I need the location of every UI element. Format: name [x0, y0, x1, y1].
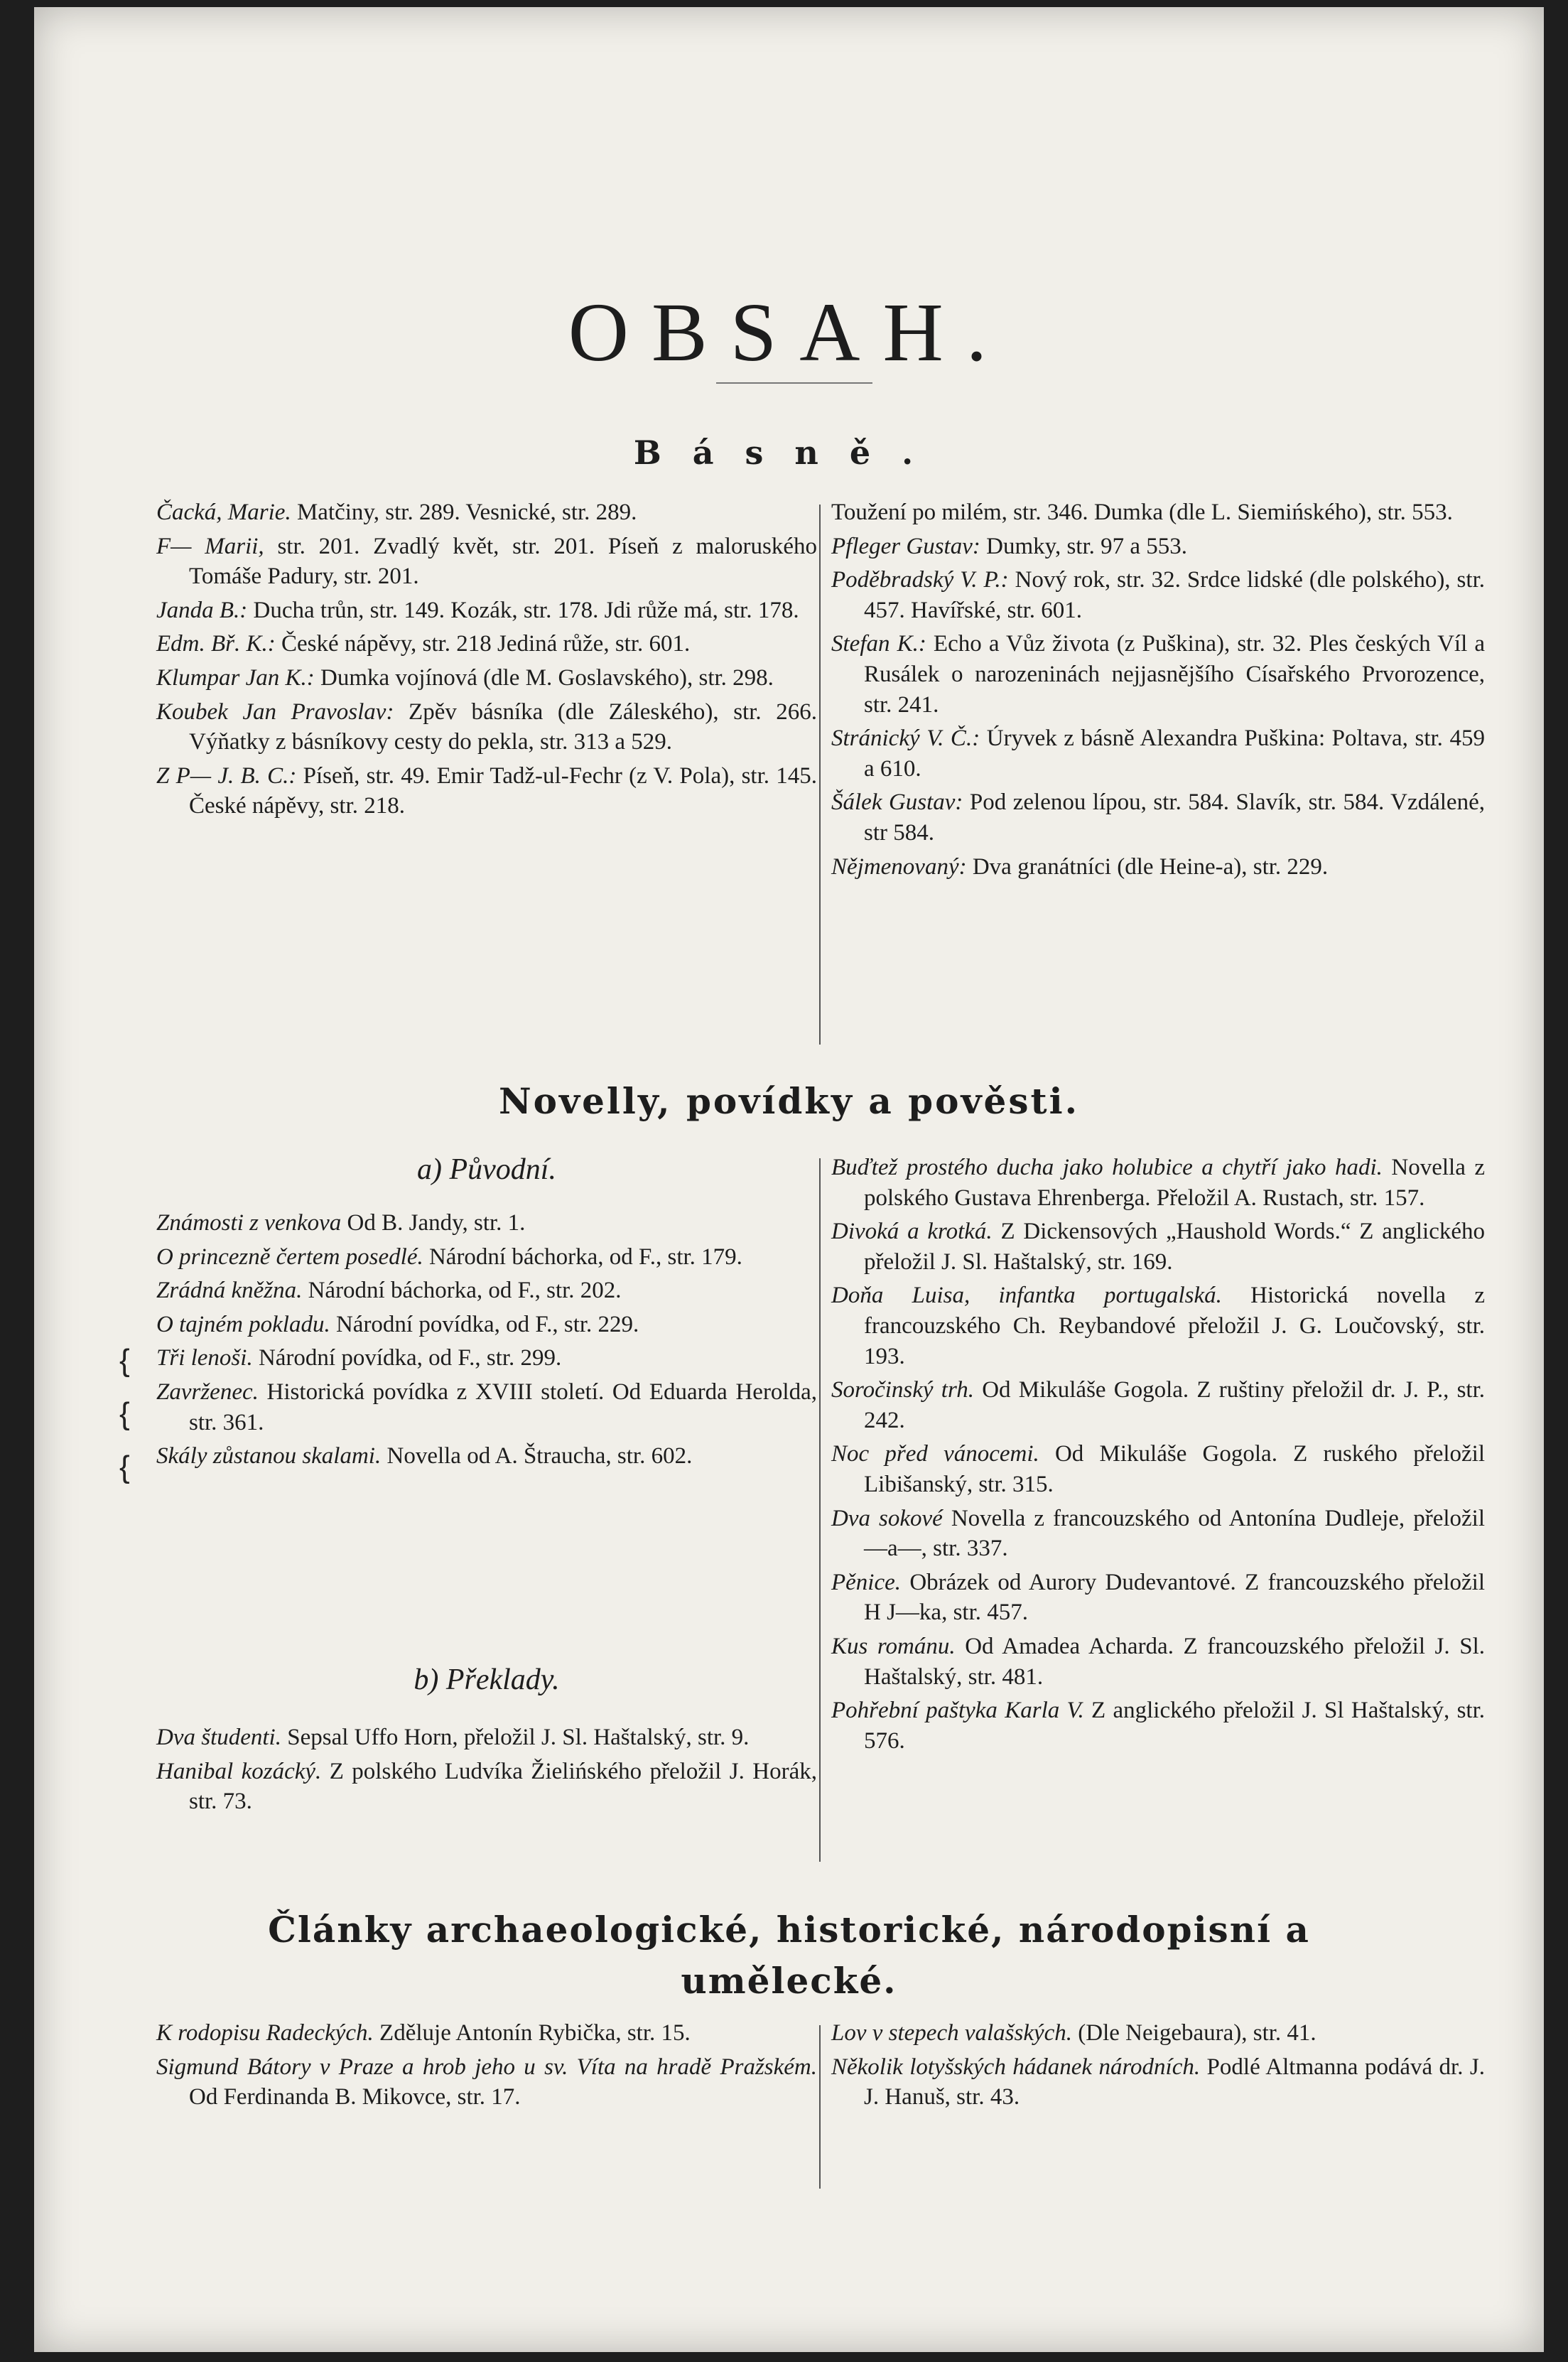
toc-entry [831, 852, 1485, 883]
entry-text: Ducha trůn, str. 149. Kozák, str. 178. Jdi růže má, str. 178. [247, 597, 799, 623]
entry-text: Od Mikuláše Gogola. Z ruského přeložil Libišanský, str. 315. [864, 1441, 1485, 1497]
basne-left-column [156, 497, 817, 825]
entry-text: Od Amadea Acharda. Z francouzského přeložil J. Sl. Haštalský, str. 481. [864, 1633, 1485, 1690]
entry-author: Buďtež prostého ducha jako holubice a chytří jako hadi. [831, 1155, 1383, 1180]
toc-entry [831, 1375, 1485, 1435]
entry-author: K rodopisu Radeckých. [156, 2020, 374, 2046]
margin-bracket-icon: { [119, 1396, 130, 1431]
toc-entry [831, 1632, 1485, 1692]
subheading-puvodni: a) Původní. [417, 1153, 556, 1186]
entry-author: Soročinský trh. [831, 1377, 974, 1403]
title-rule [716, 382, 872, 384]
entry-author: Čacká, Marie. [156, 500, 291, 525]
entry-text: Sepsal Uffo Horn, přeložil J. Sl. Haštalský, str. 9. [281, 1725, 750, 1750]
entry-author: Dva sokové [831, 1505, 943, 1531]
toc-entry [156, 761, 817, 821]
entry-author: Hanibal kozácký. [156, 1758, 322, 1784]
entry-text: Z Dickensových „Haushold Words.“ Z anglického přeložil J. Sl. Haštalský, str. 169. [864, 1219, 1486, 1275]
margin-bracket-icon: { [119, 1450, 130, 1484]
entry-text: str. 201. Zvadlý květ, str. 201. Píseň z maloruského Tomáše Padury, str. 201. [189, 533, 817, 590]
entry-text: Zpěv básníka (dle Záleského), str. 266. Výňatky z básníkovy cesty do pekla, str. 313 a 529. [189, 699, 817, 755]
entry-text: Z polského Ludvíka Žielińského přeložil J. Horák, str. 73. [189, 1758, 817, 1815]
entry-text: Národní báchorka, od F., str. 202. [302, 1278, 622, 1304]
entry-text: České nápěvy, str. 218 Jediná růže, str. 601. [275, 631, 691, 657]
toc-entry [156, 2018, 817, 2049]
entry-author: Noc před vánocemi. [831, 1441, 1039, 1467]
toc-entry [831, 1439, 1485, 1499]
toc-entry [156, 1441, 817, 1472]
toc-entry [831, 1280, 1485, 1371]
section-heading-clanky: Články archaeologické, historické, národopisní a umělecké. [268, 1909, 1310, 2002]
entry-text: Toužení po milém, str. 346. Dumka (dle L. Siemińského), str. 553. [831, 500, 1453, 525]
toc-entry [156, 1722, 817, 1753]
entry-text: Echo a Vůz života (z Puškina), str. 32. Ples českých Víl a Rusálek o narozeninách nejjasnějšího Císařského Prvorozence, str. 241. [864, 631, 1485, 718]
entry-text: Národní povídka, od F., str. 229. [330, 1311, 639, 1337]
entry-author: Dva študenti. [156, 1725, 281, 1750]
entry-author: Stefan K.: [831, 631, 926, 657]
novelly-right-column [831, 1153, 1485, 1759]
entry-text: Novella od A. Štraucha, str. 602. [381, 1443, 693, 1469]
entry-text: Od Mikuláše Gogola. Z ruštiny přeložil dr. J. P., str. 242. [864, 1377, 1486, 1433]
entry-author: Janda B.: [156, 597, 248, 623]
entry-text: Zděluje Antonín Rybička, str. 15. [373, 2020, 691, 2046]
entry-text: Historická povídka z XVIII století. Od Eduarda Herolda, str. 361. [189, 1379, 817, 1435]
entry-text: Od Ferdinanda B. Mikovce, str. 17. [189, 2084, 521, 2110]
entry-text: Národní báchorka, od F., str. 179. [423, 1244, 742, 1270]
toc-entry [831, 787, 1485, 848]
entry-text: (Dle Neigebaura), str. 41. [1072, 2020, 1316, 2046]
entry-author: Několik lotyšských hádanek národních. [831, 2054, 1201, 2080]
entry-author: Sigmund Bátory v Praze a hrob jeho u sv. Víta na hradě Pražském. [156, 2054, 817, 2080]
entry-text: Nový rok, str. 32. Srdce lidské (dle polského), str. 457. Havířské, str. 601. [864, 567, 1485, 623]
toc-entry [156, 532, 817, 592]
entry-text: Matčiny, str. 289. Vesnické, str. 289. [291, 500, 637, 525]
section-heading-basne: Básně. [633, 433, 945, 472]
toc-entry [156, 663, 817, 694]
document-page [34, 7, 1544, 2352]
basne-right-column [831, 497, 1485, 885]
toc-entry [831, 1153, 1485, 1213]
entry-author: Šálek Gustav: [831, 789, 963, 816]
entry-author: Zrádná kněžna. [156, 1278, 303, 1304]
entry-author: O princezně čertem posedlé. [156, 1244, 423, 1270]
subheading-preklady: b) Překlady. [413, 1663, 560, 1696]
toc-entry [831, 1568, 1485, 1628]
toc-entry [831, 497, 1485, 528]
entry-author: Lov v stepech valašských. [831, 2020, 1073, 2046]
toc-entry [156, 1276, 817, 1306]
toc-entry [156, 1208, 817, 1239]
entry-author: Kus románu. [831, 1633, 956, 1659]
toc-entry [156, 1757, 817, 1817]
entry-author: Z P— J. B. C.: [156, 762, 297, 789]
entry-text: Od B. Jandy, str. 1. [341, 1210, 526, 1236]
toc-entry [831, 1695, 1485, 1756]
toc-entry [156, 1310, 817, 1340]
entry-text: Novella z francouzského od Antonína Dudleje, přeložil —a—, str. 337. [864, 1505, 1486, 1562]
section-heading-novelly: Novelly, povídky a pověsti. [498, 1080, 1080, 1122]
entry-author: Pohřební paštyka Karla V. [831, 1698, 1084, 1724]
entry-author: Zavrženec. [156, 1379, 259, 1405]
entry-author: Edm. Bř. K.: [156, 631, 276, 657]
entry-author: Nějmenovaný: [831, 853, 967, 880]
entry-text: Pod zelenou lípou, str. 584. Slavík, str. 584. Vzdálené, str 584. [864, 789, 1485, 846]
entry-text: Národní povídka, od F., str. 299. [252, 1345, 562, 1371]
toc-entry [156, 2052, 817, 2113]
toc-entry [831, 723, 1485, 784]
column-divider [819, 1158, 821, 1862]
novelly-original-column [156, 1208, 817, 1475]
entry-text: Dumka vojínová (dle M. Goslavského), str. 298. [314, 664, 774, 691]
entry-author: Tři lenoši. [156, 1345, 253, 1371]
entry-author: Pfleger Gustav: [831, 533, 980, 559]
entry-text: Novella z polského Gustava Ehrenberga. Přeložil A. Rustach, str. 157. [864, 1155, 1485, 1211]
toc-entry [831, 629, 1485, 720]
novelly-translations-column [156, 1722, 817, 1821]
toc-entry [156, 497, 817, 528]
entry-author: O tajném pokladu. [156, 1311, 330, 1337]
toc-entry [831, 2052, 1485, 2113]
margin-bracket-icon: { [119, 1343, 130, 1378]
entry-text: Historická novella z francouzského Ch. Reybandové přeložil J. G. Loučovský, str. 193. [864, 1283, 1485, 1369]
entry-author: Klumpar Jan K.: [156, 664, 315, 691]
entry-author: Divoká a krotká. [831, 1219, 993, 1245]
toc-entry [831, 1217, 1485, 1277]
toc-entry [156, 697, 817, 757]
entry-text: Dva granátníci (dle Heine-a), str. 229. [966, 853, 1329, 880]
clanky-right-column [831, 2018, 1485, 2116]
entry-author: Známosti z venkova [156, 1210, 342, 1236]
entry-author: Skály zůstanou skalami. [156, 1443, 382, 1469]
entry-author: F— Marii, [156, 533, 264, 559]
entry-author: Doňa Luisa, infantka portugalská. [831, 1283, 1222, 1309]
column-divider [819, 2025, 821, 2189]
entry-text: Podlé Altmanna podává dr. J. J. Hanuš, str. 43. [864, 2054, 1485, 2110]
clanky-left-column [156, 2018, 817, 2116]
toc-entry [156, 629, 817, 659]
entry-text: Z anglického přeložil J. Sl Haštalský, str. 576. [864, 1698, 1486, 1754]
entry-author: Poděbradský V. P.: [831, 567, 1009, 593]
toc-entry [156, 1242, 817, 1273]
toc-entry [831, 1504, 1485, 1564]
toc-entry [831, 565, 1485, 625]
page-title: OBSAH. [568, 286, 1010, 379]
entry-author: Stránický V. Č.: [831, 726, 980, 752]
entry-text: Obrázek od Aurory Dudevantové. Z francouzského přeložil H J—ka, str. 457. [864, 1569, 1485, 1626]
entry-text: Úryvek z básně Alexandra Puškina: Poltava, str. 459 a 610. [864, 726, 1486, 782]
toc-entry [156, 595, 817, 626]
column-divider [819, 505, 821, 1045]
entry-text: Píseň, str. 49. Emir Tadž-ul-Fechr (z V. Pola), str. 145. České nápěvy, str. 218. [189, 762, 817, 819]
entry-text: Dumky, str. 97 a 553. [980, 533, 1188, 559]
toc-entry [831, 2018, 1485, 2049]
toc-entry [831, 532, 1485, 562]
toc-entry [156, 1343, 817, 1374]
toc-entry [156, 1377, 817, 1438]
entry-author: Pěnice. [831, 1569, 902, 1595]
entry-author: Koubek Jan Pravoslav: [156, 699, 394, 725]
